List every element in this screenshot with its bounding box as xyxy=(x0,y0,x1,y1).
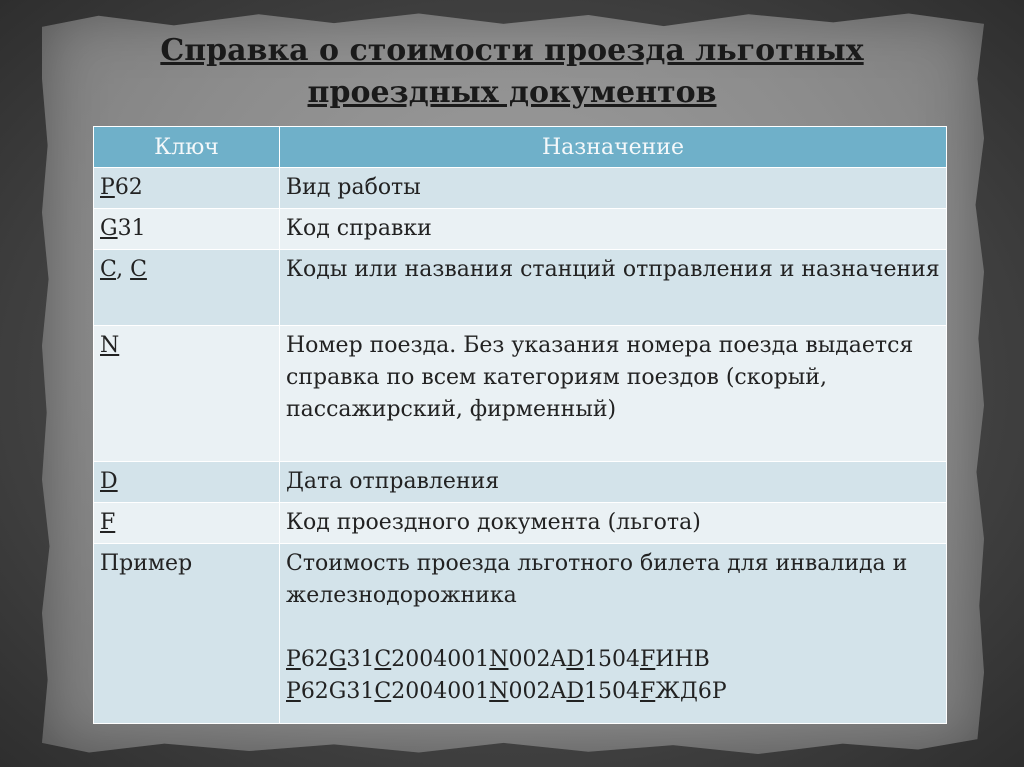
keys-table xyxy=(93,126,947,724)
code-part: 1504 xyxy=(583,679,640,704)
code-part: 62 xyxy=(300,647,329,672)
purpose-cell: Дата отправления xyxy=(280,462,947,503)
key-letter: C xyxy=(130,257,147,282)
example-cell xyxy=(280,544,947,724)
code-part: 002A xyxy=(508,647,567,672)
header-key: Ключ xyxy=(94,127,280,168)
table-row xyxy=(94,326,947,462)
code-part: 002A xyxy=(508,679,567,704)
code-part: D xyxy=(566,647,584,672)
example-code-2 xyxy=(286,676,940,708)
code-part: P xyxy=(286,679,301,704)
key-letter: F xyxy=(100,510,116,535)
table-row xyxy=(94,168,947,209)
code-part: C xyxy=(374,679,392,704)
purpose-cell: Коды или названия станций отправления и назначения xyxy=(280,250,947,326)
key-digits: 62 xyxy=(114,175,143,200)
table-row xyxy=(94,462,947,503)
code-part: C xyxy=(374,647,392,672)
code-part: ИНВ xyxy=(655,647,710,672)
key-letter: D xyxy=(100,469,118,494)
key-cell xyxy=(94,168,280,209)
title-line-2: проездных документов xyxy=(307,75,717,110)
code-part: 1504 xyxy=(584,647,640,672)
key-letter: N xyxy=(100,333,120,358)
code-part: G xyxy=(328,647,347,672)
purpose-cell: Код справки xyxy=(280,209,947,250)
key-cell xyxy=(94,250,280,326)
table-row xyxy=(94,503,947,544)
code-part: 62G31 xyxy=(300,679,375,704)
key-letter: P xyxy=(100,175,115,200)
page-title xyxy=(0,30,1024,114)
key-letter: C xyxy=(100,257,117,282)
key-cell xyxy=(94,462,280,503)
example-row xyxy=(94,544,947,724)
code-part: D xyxy=(566,679,584,704)
example-code-1 xyxy=(286,644,940,676)
code-part: F xyxy=(639,679,656,704)
key-cell xyxy=(94,209,280,250)
code-part: 31 xyxy=(346,647,375,672)
code-part: ЖД6Р xyxy=(655,679,727,704)
key-separator: , xyxy=(116,257,131,282)
code-part: N xyxy=(489,647,509,672)
purpose-cell: Номер поезда. Без указания номера поезда выдается справка по всем категориям поездов (скорый, пассажирский, фирменный) xyxy=(280,326,947,462)
key-cell xyxy=(94,503,280,544)
example-description: Стоимость проезда льготного билета для инвалида и железнодорожника xyxy=(286,551,908,608)
code-part: 2004001 xyxy=(391,679,490,704)
code-part: N xyxy=(489,679,509,704)
purpose-cell: Вид работы xyxy=(280,168,947,209)
table-row xyxy=(94,209,947,250)
key-letter: G xyxy=(100,216,118,241)
code-part: 2004001 xyxy=(391,647,490,672)
purpose-cell: Код проездного документа (льгота) xyxy=(280,503,947,544)
title-line-1: Справка о стоимости проезда льготных xyxy=(160,33,864,68)
table-row xyxy=(94,250,947,326)
key-cell xyxy=(94,326,280,462)
spacer xyxy=(286,612,940,644)
table-header-row xyxy=(94,127,947,168)
key-digits: 31 xyxy=(117,216,146,241)
code-part: F xyxy=(640,647,656,672)
example-key-cell: Пример xyxy=(94,544,280,724)
header-purpose: Назначение xyxy=(280,127,947,168)
code-part: P xyxy=(286,647,301,672)
